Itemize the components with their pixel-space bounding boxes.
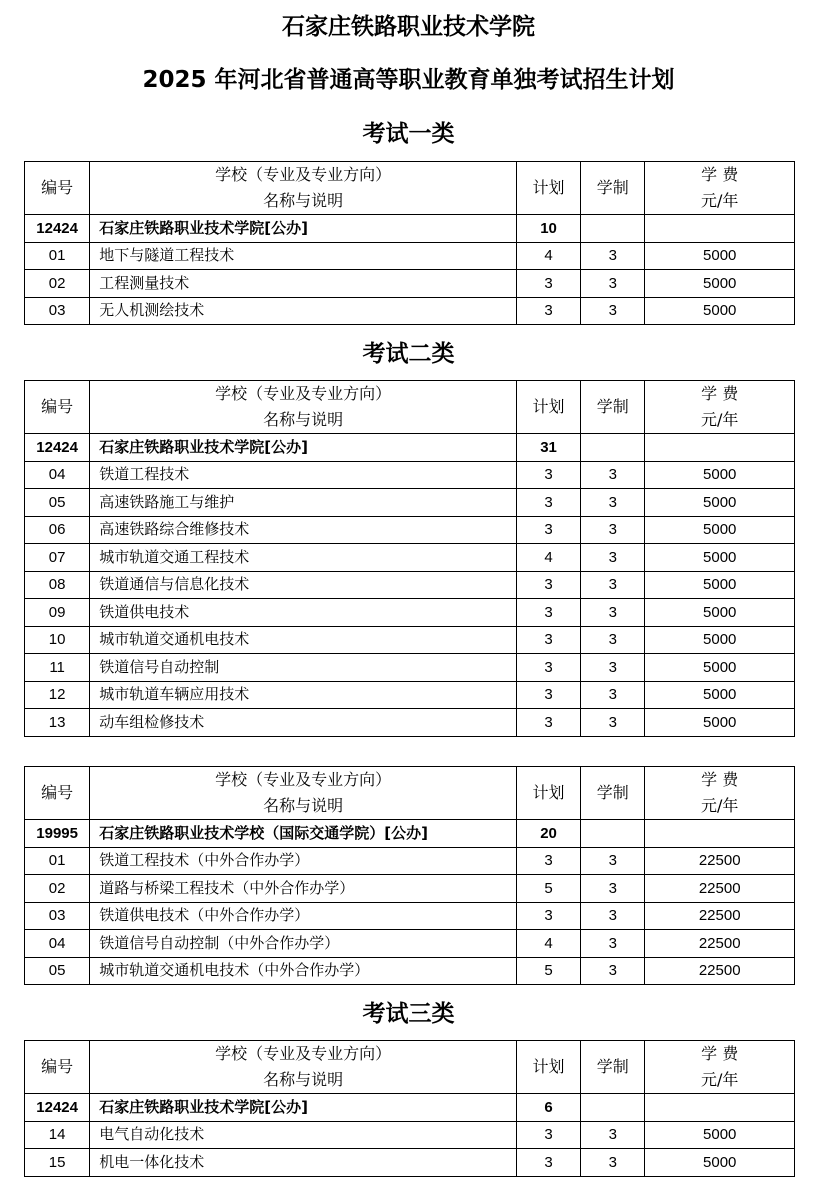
major-name: 铁道工程技术（中外合作办学） xyxy=(90,847,517,875)
major-plan: 3 xyxy=(516,599,580,627)
document-subtitle: 2025 年河北省普通高等职业教育单独考试招生计划 xyxy=(142,67,675,93)
major-code: 10 xyxy=(25,626,90,654)
header-name-line1: 学校（专业及专业方向） xyxy=(215,384,392,403)
major-years: 3 xyxy=(581,571,645,599)
major-fee: 22500 xyxy=(645,902,795,930)
header-name-line2: 名称与说明 xyxy=(263,1070,344,1089)
school-row xyxy=(25,434,795,462)
major-code: 03 xyxy=(25,902,90,930)
table-row xyxy=(25,270,795,298)
header-fee-line2: 元/年 xyxy=(701,410,739,429)
table-header-row xyxy=(25,1041,795,1094)
major-plan: 5 xyxy=(516,957,580,985)
header-code: 编号 xyxy=(25,381,90,434)
major-years: 3 xyxy=(581,461,645,489)
table-row xyxy=(25,516,795,544)
header-years: 学制 xyxy=(581,162,645,215)
header-fee xyxy=(645,381,795,434)
major-code: 12 xyxy=(25,681,90,709)
major-years: 3 xyxy=(581,297,645,325)
major-fee: 5000 xyxy=(645,626,795,654)
major-years: 3 xyxy=(581,1121,645,1149)
major-fee: 5000 xyxy=(645,242,795,270)
school-fee-empty xyxy=(645,434,795,462)
table-row xyxy=(25,709,795,737)
major-years: 3 xyxy=(581,930,645,958)
major-name: 城市轨道车辆应用技术 xyxy=(90,681,517,709)
major-name: 机电一体化技术 xyxy=(90,1149,517,1177)
school-code: 12424 xyxy=(25,434,90,462)
table-row xyxy=(25,957,795,985)
major-name: 铁道信号自动控制 xyxy=(90,654,517,682)
major-code: 04 xyxy=(25,461,90,489)
major-fee: 5000 xyxy=(645,709,795,737)
header-name xyxy=(90,162,517,215)
major-fee: 5000 xyxy=(645,1149,795,1177)
table-header-row xyxy=(25,162,795,215)
table-row xyxy=(25,571,795,599)
major-plan: 3 xyxy=(516,571,580,599)
major-years: 3 xyxy=(581,957,645,985)
major-name: 无人机测绘技术 xyxy=(90,297,517,325)
major-name: 城市轨道交通工程技术 xyxy=(90,544,517,572)
header-fee-line2: 元/年 xyxy=(701,191,739,210)
school-row xyxy=(25,820,795,848)
major-plan: 3 xyxy=(516,902,580,930)
major-fee: 5000 xyxy=(645,571,795,599)
major-name: 铁道信号自动控制（中外合作办学） xyxy=(90,930,517,958)
section-title-exam-1: 考试一类 xyxy=(362,121,455,147)
major-fee: 22500 xyxy=(645,875,795,903)
major-plan: 3 xyxy=(516,654,580,682)
major-fee: 5000 xyxy=(645,270,795,298)
school-plan: 10 xyxy=(516,215,580,243)
major-years: 3 xyxy=(581,599,645,627)
header-fee-line1: 学 费 xyxy=(701,384,739,403)
major-fee: 5000 xyxy=(645,516,795,544)
major-years: 3 xyxy=(581,544,645,572)
major-years: 3 xyxy=(581,709,645,737)
major-name: 铁道通信与信息化技术 xyxy=(90,571,517,599)
major-name: 城市轨道交通机电技术（中外合作办学） xyxy=(90,957,517,985)
plan-table-exam-3 xyxy=(24,1040,795,1177)
major-fee: 5000 xyxy=(645,1121,795,1149)
major-years: 3 xyxy=(581,847,645,875)
major-code: 01 xyxy=(25,847,90,875)
major-code: 06 xyxy=(25,516,90,544)
major-years: 3 xyxy=(581,489,645,517)
document-title: 石家庄铁路职业技术学院 xyxy=(282,14,535,40)
school-code: 19995 xyxy=(25,820,90,848)
table-row xyxy=(25,930,795,958)
header-fee xyxy=(645,162,795,215)
major-code: 13 xyxy=(25,709,90,737)
header-name-line2: 名称与说明 xyxy=(263,796,344,815)
major-code: 02 xyxy=(25,270,90,298)
header-plan: 计划 xyxy=(516,162,580,215)
major-years: 3 xyxy=(581,626,645,654)
major-plan: 3 xyxy=(516,847,580,875)
table-row xyxy=(25,242,795,270)
major-name: 工程测量技术 xyxy=(90,270,517,298)
major-years: 3 xyxy=(581,1149,645,1177)
school-fee-empty xyxy=(645,1094,795,1122)
major-fee: 5000 xyxy=(645,681,795,709)
header-code: 编号 xyxy=(25,162,90,215)
header-fee-line2: 元/年 xyxy=(701,796,739,815)
table-row xyxy=(25,902,795,930)
major-fee: 5000 xyxy=(645,654,795,682)
school-years-empty xyxy=(581,215,645,243)
major-plan: 3 xyxy=(516,489,580,517)
major-years: 3 xyxy=(581,902,645,930)
school-name: 石家庄铁路职业技术学院[公办] xyxy=(90,215,517,243)
school-years-empty xyxy=(581,1094,645,1122)
table-row xyxy=(25,1121,795,1149)
major-plan: 3 xyxy=(516,626,580,654)
header-name xyxy=(90,767,517,820)
table-header-row xyxy=(25,381,795,434)
major-years: 3 xyxy=(581,270,645,298)
table-header-row xyxy=(25,767,795,820)
major-name: 道路与桥梁工程技术（中外合作办学） xyxy=(90,875,517,903)
header-years: 学制 xyxy=(581,381,645,434)
major-plan: 5 xyxy=(516,875,580,903)
school-name: 石家庄铁路职业技术学校（国际交通学院）[公办] xyxy=(90,820,517,848)
major-plan: 3 xyxy=(516,681,580,709)
major-name: 高速铁路综合维修技术 xyxy=(90,516,517,544)
school-years-empty xyxy=(581,820,645,848)
section-title-exam-2: 考试二类 xyxy=(362,341,455,367)
header-fee-line1: 学 费 xyxy=(701,1044,739,1063)
major-years: 3 xyxy=(581,875,645,903)
major-name: 铁道工程技术 xyxy=(90,461,517,489)
table-row xyxy=(25,297,795,325)
major-name: 电气自动化技术 xyxy=(90,1121,517,1149)
header-plan: 计划 xyxy=(516,767,580,820)
major-code: 14 xyxy=(25,1121,90,1149)
major-fee: 5000 xyxy=(645,489,795,517)
header-fee-line2: 元/年 xyxy=(701,1070,739,1089)
major-code: 09 xyxy=(25,599,90,627)
major-code: 05 xyxy=(25,489,90,517)
table-row xyxy=(25,1149,795,1177)
major-code: 05 xyxy=(25,957,90,985)
major-years: 3 xyxy=(581,681,645,709)
header-name-line1: 学校（专业及专业方向） xyxy=(215,770,392,789)
major-code: 07 xyxy=(25,544,90,572)
table-row xyxy=(25,599,795,627)
header-plan: 计划 xyxy=(516,1041,580,1094)
table-row xyxy=(25,681,795,709)
header-fee xyxy=(645,767,795,820)
section-title-exam-3: 考试三类 xyxy=(362,1001,455,1027)
header-fee xyxy=(645,1041,795,1094)
major-plan: 3 xyxy=(516,709,580,737)
school-fee-empty xyxy=(645,820,795,848)
major-fee: 5000 xyxy=(645,544,795,572)
major-years: 3 xyxy=(581,516,645,544)
header-code: 编号 xyxy=(25,1041,90,1094)
major-name: 铁道供电技术（中外合作办学） xyxy=(90,902,517,930)
major-years: 3 xyxy=(581,242,645,270)
school-name: 石家庄铁路职业技术学院[公办] xyxy=(90,1094,517,1122)
major-fee: 5000 xyxy=(645,461,795,489)
school-fee-empty xyxy=(645,215,795,243)
header-years: 学制 xyxy=(581,1041,645,1094)
header-name xyxy=(90,381,517,434)
school-years-empty xyxy=(581,434,645,462)
major-code: 01 xyxy=(25,242,90,270)
major-code: 11 xyxy=(25,654,90,682)
header-plan: 计划 xyxy=(516,381,580,434)
school-row xyxy=(25,1094,795,1122)
major-plan: 3 xyxy=(516,1121,580,1149)
major-fee: 22500 xyxy=(645,847,795,875)
school-code: 12424 xyxy=(25,215,90,243)
major-name: 高速铁路施工与维护 xyxy=(90,489,517,517)
major-plan: 3 xyxy=(516,270,580,298)
major-code: 02 xyxy=(25,875,90,903)
major-years: 3 xyxy=(581,654,645,682)
major-code: 04 xyxy=(25,930,90,958)
major-fee: 5000 xyxy=(645,599,795,627)
table-row xyxy=(25,847,795,875)
table-row xyxy=(25,875,795,903)
major-fee: 22500 xyxy=(645,930,795,958)
major-code: 03 xyxy=(25,297,90,325)
school-plan: 20 xyxy=(516,820,580,848)
major-plan: 4 xyxy=(516,242,580,270)
major-fee: 5000 xyxy=(645,297,795,325)
header-name-line2: 名称与说明 xyxy=(263,191,344,210)
plan-table-exam-1 xyxy=(24,161,795,325)
school-row xyxy=(25,215,795,243)
school-plan: 6 xyxy=(516,1094,580,1122)
school-name: 石家庄铁路职业技术学院[公办] xyxy=(90,434,517,462)
major-name: 铁道供电技术 xyxy=(90,599,517,627)
school-code: 12424 xyxy=(25,1094,90,1122)
major-code: 15 xyxy=(25,1149,90,1177)
major-name: 地下与隧道工程技术 xyxy=(90,242,517,270)
major-plan: 4 xyxy=(516,544,580,572)
table-row xyxy=(25,489,795,517)
major-plan: 3 xyxy=(516,297,580,325)
table-row xyxy=(25,626,795,654)
plan-table-exam-2-international xyxy=(24,766,795,985)
school-plan: 31 xyxy=(516,434,580,462)
major-fee: 22500 xyxy=(645,957,795,985)
header-years: 学制 xyxy=(581,767,645,820)
plan-table-exam-2 xyxy=(24,380,795,737)
header-fee-line1: 学 费 xyxy=(701,770,739,789)
table-row xyxy=(25,654,795,682)
major-name: 城市轨道交通机电技术 xyxy=(90,626,517,654)
major-plan: 3 xyxy=(516,461,580,489)
header-name-line1: 学校（专业及专业方向） xyxy=(215,165,392,184)
major-name: 动车组检修技术 xyxy=(90,709,517,737)
header-name-line1: 学校（专业及专业方向） xyxy=(215,1044,392,1063)
header-fee-line1: 学 费 xyxy=(701,165,739,184)
major-code: 08 xyxy=(25,571,90,599)
major-plan: 3 xyxy=(516,516,580,544)
major-plan: 4 xyxy=(516,930,580,958)
major-plan: 3 xyxy=(516,1149,580,1177)
table-row xyxy=(25,461,795,489)
header-code: 编号 xyxy=(25,767,90,820)
table-row xyxy=(25,544,795,572)
header-name-line2: 名称与说明 xyxy=(263,410,344,429)
header-name xyxy=(90,1041,517,1094)
